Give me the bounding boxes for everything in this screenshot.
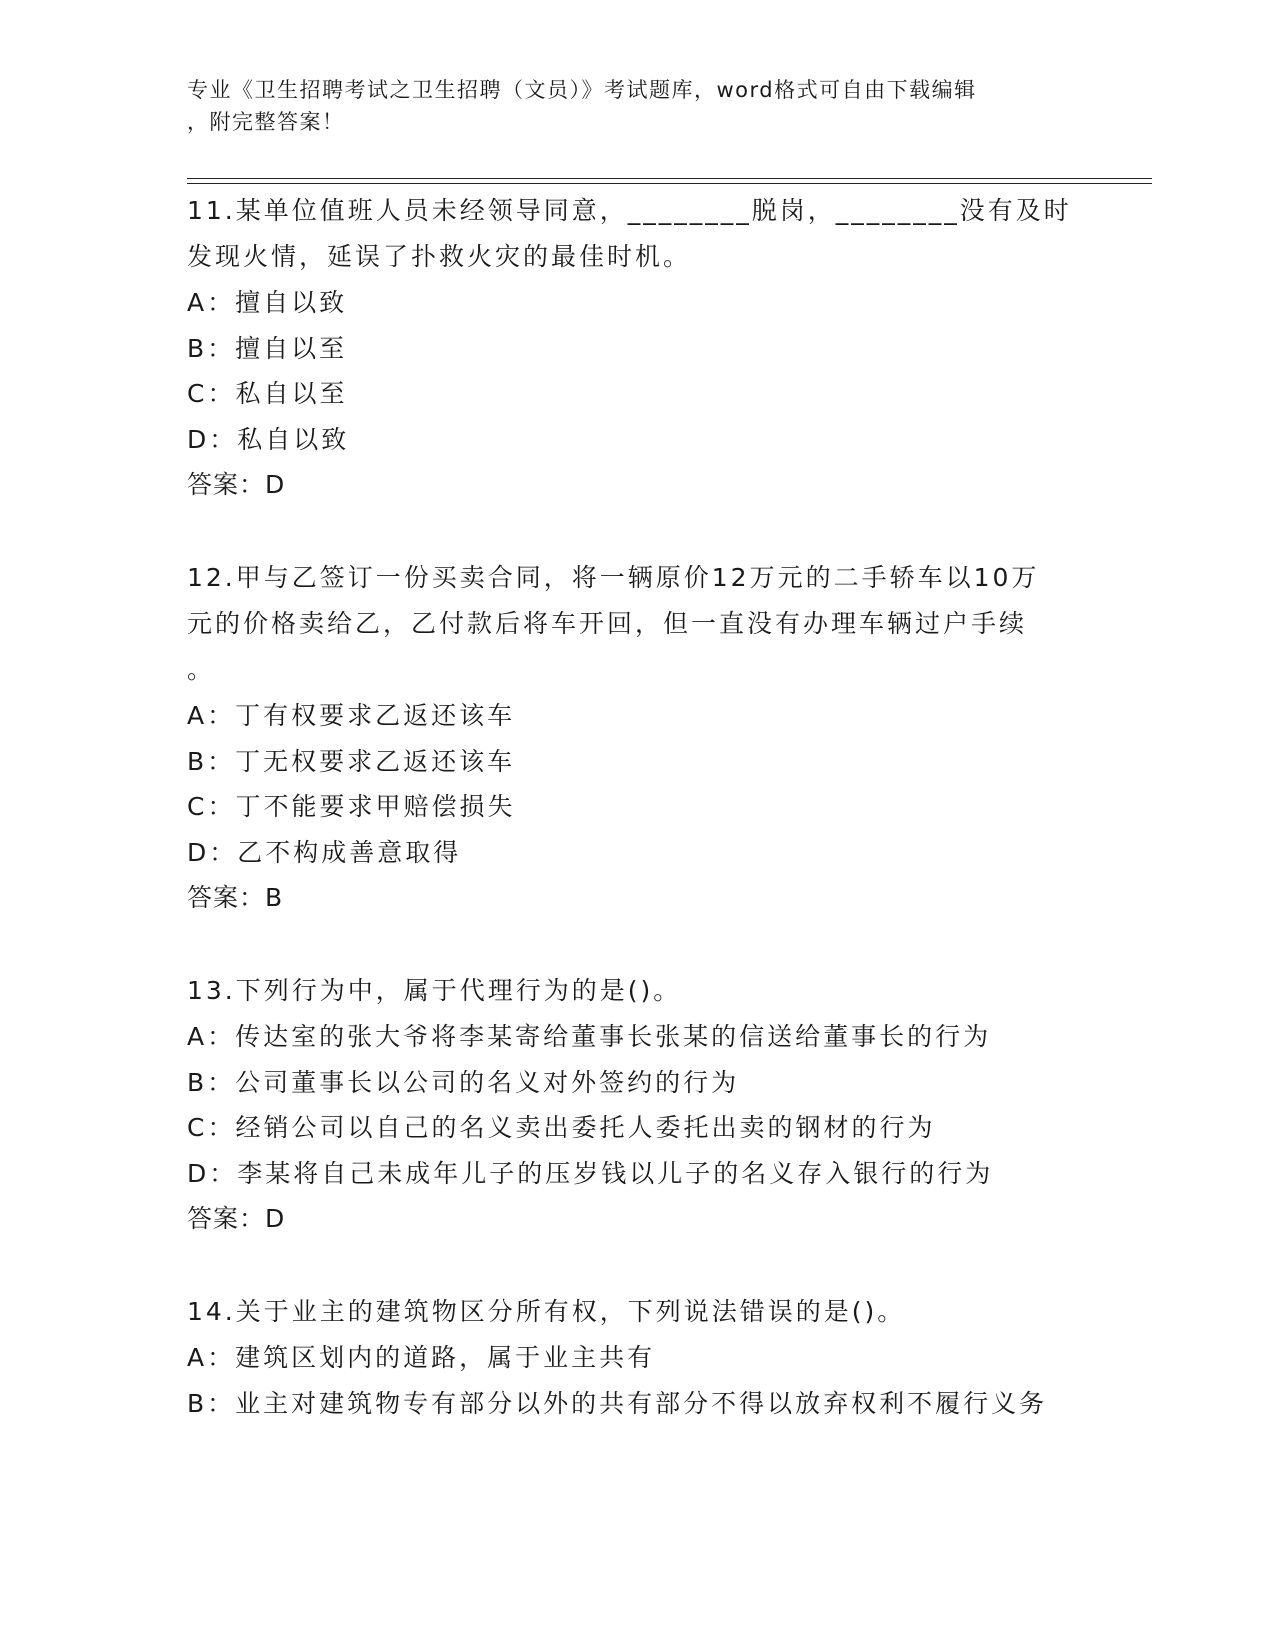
header-line-1: 专业《卫生招聘考试之卫生招聘（文员）》考试题库，word格式可自由下载编辑 [187,78,977,102]
answer-line: 答案：D [187,470,286,499]
header-line-2: ，附完整答案！ [187,110,345,134]
option-a: A：传达室的张大爷将李某寄给董事长张某的信送给董事长的行为 [187,1022,992,1051]
option-a: A：擅自以致 [187,288,348,317]
answer-line: 答案：B [187,883,284,912]
option-a: A：丁有权要求乙返还该车 [187,701,516,730]
document-header [187,74,1087,138]
question-stem-line: 。 [187,655,216,684]
question-stem-line: 发现火情，延误了扑救火灾的最佳时机。 [187,242,692,271]
question-list [187,188,1087,1474]
option-b: B：公司董事长以公司的名义对外签约的行为 [187,1067,740,1097]
question-13 [187,968,1087,1241]
answer-line: 答案：D [187,1204,286,1233]
option-b: B：业主对建筑物专有部分以外的共有部分不得以放弃权利不履行义务 [187,1388,1048,1418]
header-divider-top [187,178,1152,179]
question-stem-line: 14.关于业主的建筑物区分所有权，下列说法错误的是()。 [187,1297,906,1326]
header-divider-bottom [187,183,1152,184]
option-c: C：经销公司以自己的名义卖出委托人委托出卖的钢材的行为 [187,1113,936,1142]
option-c: C：丁不能要求甲赔偿损失 [187,792,516,821]
option-d: D：私自以致 [187,424,350,454]
question-stem-line: 13.下列行为中，属于代理行为的是()。 [187,976,682,1005]
option-b: B：擅自以至 [187,333,348,363]
option-c: C：私自以至 [187,379,348,408]
question-14 [187,1289,1087,1426]
question-stem-line: 元的价格卖给乙，乙付款后将车开回，但一直没有办理车辆过户手续 [187,609,1028,638]
option-d: D：李某将自己未成年儿子的压岁钱以儿子的名义存入银行的行为 [187,1158,994,1188]
question-11 [187,188,1087,507]
question-stem-line: 12.甲与乙签订一份买卖合同，将一辆原价12万元的二手轿车以10万 [187,563,1040,592]
option-b: B：丁无权要求乙返还该车 [187,746,516,776]
question-stem-line: 11.某单位值班人员未经领导同意，________脱岗，________没有及时 [187,196,1072,225]
option-d: D：乙不构成善意取得 [187,837,462,867]
question-12 [187,555,1087,920]
option-a: A：建筑区划内的道路，属于业主共有 [187,1343,656,1372]
